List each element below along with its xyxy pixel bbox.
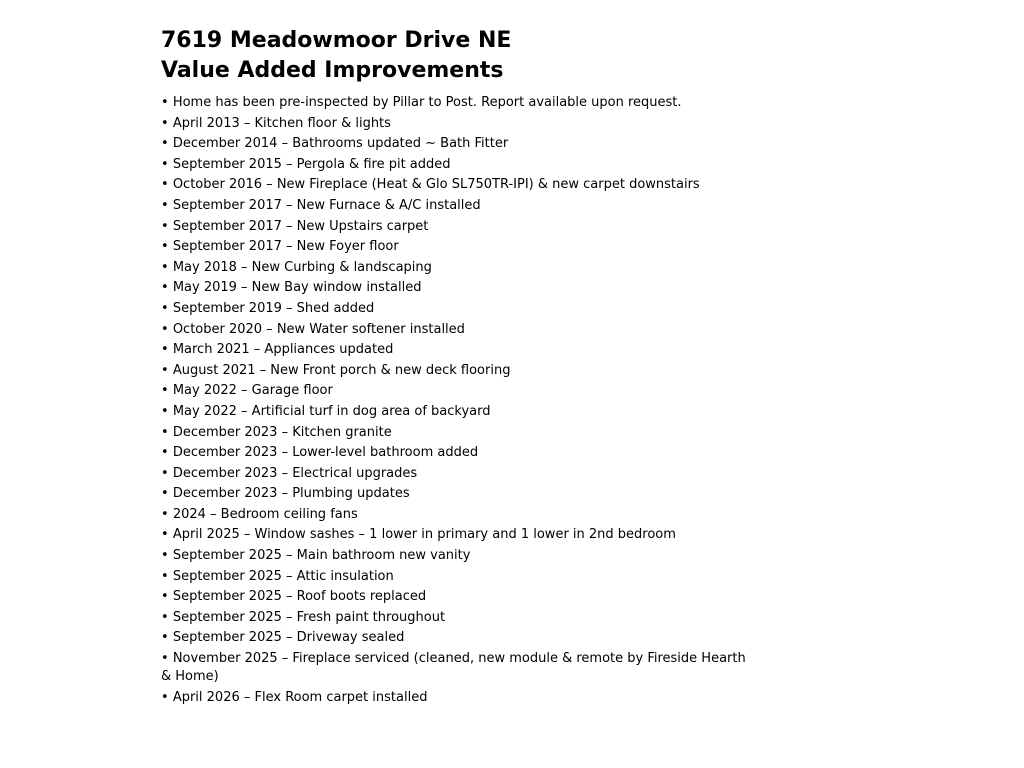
bullet-icon: • — [161, 362, 169, 378]
list-item — [161, 424, 751, 442]
list-item — [161, 609, 751, 627]
bullet-icon: • — [161, 465, 169, 481]
list-item-text: September 2019 – Shed added — [172, 300, 375, 316]
list-item — [161, 403, 751, 421]
list-item-text: September 2017 – New Foyer floor — [172, 239, 399, 255]
bullet-icon: • — [161, 95, 169, 110]
list-item-text: March 2021 – Appliances updated — [172, 342, 394, 358]
list-item-text: December 2023 – Lower-level bathroom added — [172, 445, 479, 461]
list-item-text: August 2021 – New Front porch & new deck flooring — [172, 362, 511, 378]
list-item-text: April 2026 – Flex Room carpet installed — [172, 689, 428, 705]
bullet-icon: • — [161, 383, 169, 399]
list-item — [161, 156, 751, 174]
list-item-text: September 2025 – Driveway sealed — [172, 630, 405, 646]
improvements-list — [161, 94, 751, 707]
bullet-icon: • — [161, 630, 169, 646]
bullet-icon: • — [161, 589, 169, 605]
list-item — [161, 362, 751, 380]
list-item — [161, 197, 751, 215]
bullet-icon: • — [161, 548, 169, 564]
list-item-text: Home has been pre-inspected by Pillar to Post. Report available upon request. — [172, 95, 682, 110]
bullet-icon: • — [161, 651, 169, 667]
page-title — [161, 26, 751, 86]
list-item-text: September 2025 – Fresh paint throughout — [172, 609, 446, 625]
list-item — [161, 176, 751, 194]
bullet-icon: • — [161, 239, 169, 255]
bullet-icon: • — [161, 506, 169, 522]
bullet-icon: • — [161, 486, 169, 502]
document — [161, 26, 751, 709]
list-item-text: September 2025 – Roof boots replaced — [172, 589, 427, 605]
bullet-icon: • — [161, 445, 169, 461]
list-item-text: May 2022 – Garage floor — [172, 383, 333, 399]
list-item-text: 2024 – Bedroom ceiling fans — [172, 506, 358, 522]
list-item-text: September 2017 – New Upstairs carpet — [172, 218, 429, 234]
list-item — [161, 135, 751, 153]
bullet-icon: • — [161, 527, 169, 543]
list-item — [161, 341, 751, 359]
bullet-icon: • — [161, 218, 169, 234]
list-item — [161, 689, 751, 707]
list-item-text: December 2023 – Kitchen granite — [172, 424, 392, 440]
list-item — [161, 526, 751, 544]
title-address: 7619 Meadowmoor Drive NE — [161, 28, 512, 53]
list-item — [161, 279, 751, 297]
list-item — [161, 94, 751, 112]
list-item — [161, 465, 751, 483]
list-item — [161, 650, 751, 686]
bullet-icon: • — [161, 259, 169, 275]
bullet-icon: • — [161, 424, 169, 440]
list-item — [161, 444, 751, 462]
list-item — [161, 218, 751, 236]
list-item — [161, 382, 751, 400]
bullet-icon: • — [161, 280, 169, 296]
list-item-text: October 2020 – New Water softener installed — [172, 321, 465, 337]
list-item-text: April 2025 – Window sashes – 1 lower in primary and 1 lower in 2nd bedroom — [172, 527, 676, 543]
list-item — [161, 300, 751, 318]
bullet-icon: • — [161, 342, 169, 358]
list-item-text: May 2018 – New Curbing & landscaping — [172, 259, 432, 275]
list-item-text: September 2025 – Attic insulation — [172, 568, 394, 584]
list-item-text: December 2014 – Bathrooms updated ~ Bath Fitter — [172, 136, 509, 152]
bullet-icon: • — [161, 300, 169, 316]
list-item — [161, 485, 751, 503]
list-item-text: April 2013 – Kitchen floor & lights — [172, 115, 391, 131]
bullet-icon: • — [161, 197, 169, 213]
list-item-text: May 2022 – Artificial turf in dog area of backyard — [172, 403, 491, 419]
bullet-icon: • — [161, 609, 169, 625]
list-item — [161, 259, 751, 277]
bullet-icon: • — [161, 403, 169, 419]
bullet-icon: • — [161, 136, 169, 152]
list-item — [161, 588, 751, 606]
list-item-text: May 2019 – New Bay window installed — [172, 280, 422, 296]
list-item-text: September 2025 – Main bathroom new vanity — [172, 548, 471, 564]
list-item — [161, 506, 751, 524]
bullet-icon: • — [161, 156, 169, 172]
list-item-text: December 2023 – Electrical upgrades — [172, 465, 418, 481]
list-item-text: September 2017 – New Furnace & A/C installed — [172, 197, 481, 213]
list-item-text: November 2025 – Fireplace serviced (cleaned, new module & remote by Fireside Hearth & Home) — [161, 651, 746, 685]
list-item-text: December 2023 – Plumbing updates — [172, 486, 410, 502]
list-item — [161, 629, 751, 647]
list-item-text: October 2016 – New Fireplace (Heat & Glo SL750TR-IPI) & new carpet downstairs — [172, 177, 700, 193]
list-item-text: September 2015 – Pergola & fire pit added — [172, 156, 451, 172]
bullet-icon: • — [161, 321, 169, 337]
list-item — [161, 115, 751, 133]
list-item — [161, 568, 751, 586]
bullet-icon: • — [161, 568, 169, 584]
list-item — [161, 238, 751, 256]
list-item — [161, 547, 751, 565]
bullet-icon: • — [161, 177, 169, 193]
list-item — [161, 321, 751, 339]
title-subtitle: Value Added Improvements — [161, 58, 504, 83]
bullet-icon: • — [161, 115, 169, 131]
bullet-icon: • — [161, 689, 169, 705]
